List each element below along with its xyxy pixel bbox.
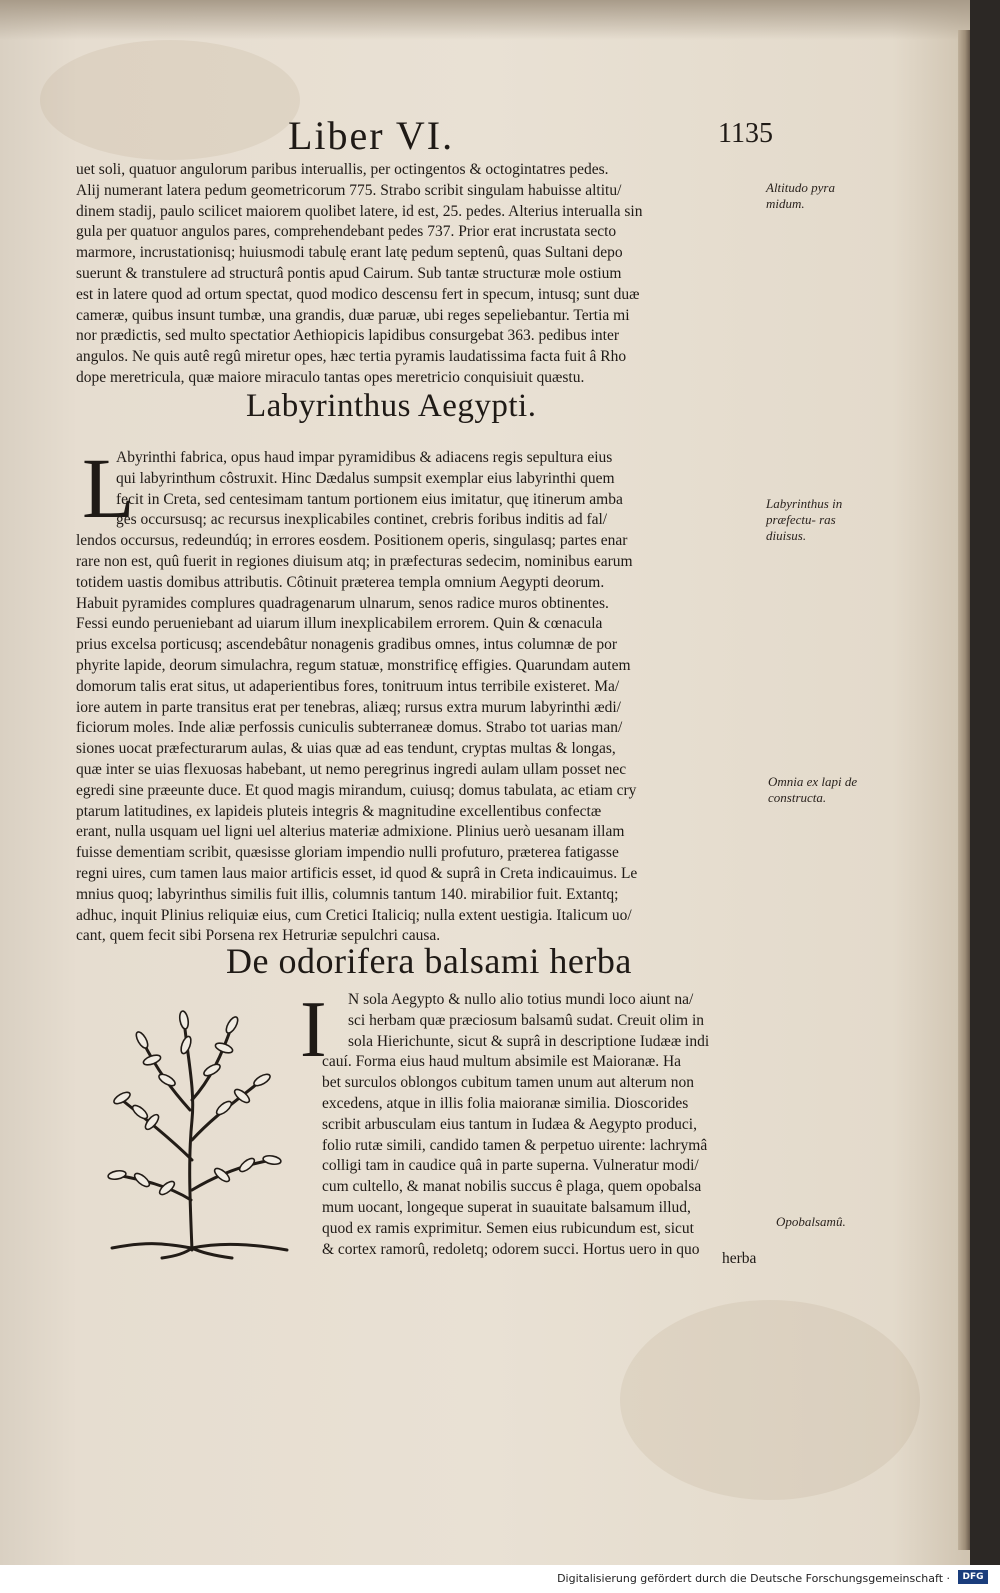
funding-credit: Digitalisierung gefördert durch die Deutsche Forschungsgemeinschaft ·	[557, 1572, 950, 1585]
text-line: sci herbam quæ præciosum balsamû sudat. Creuit olim in	[348, 1011, 705, 1029]
text-line: ptarum latitudines, ex lapideis pluteis integris & magnitudine excellentibus confectæ	[76, 802, 602, 820]
page-edge	[958, 30, 970, 1550]
balsam-plant-woodcut	[92, 1000, 292, 1260]
text-line: gula per quatuor angulos pares, comprehendebant pedes 737. Prior erat incrustata secto	[76, 223, 617, 241]
page-stain	[620, 1300, 920, 1500]
text-line: phyrite lapide, deorum simulachra, regum statuæ, monstrificę effigies. Quarundam autem	[76, 656, 631, 674]
text-line: bet surculos oblongos cubitum tamen unum aut alterum non	[322, 1074, 694, 1092]
text-line: prius excelsa porticusq; ascendebâtur nonagenis gradibus omnes, intus columnæ de por	[76, 636, 618, 654]
text-line: qui labyrinthum côstruxit. Hinc Dædalus sumpsit exemplar eius labyrinthi quem	[116, 469, 615, 487]
text-line: fuisse dementiam scribit, quæsisse gloriam impendio nulli profuturo, præterea fatigasse	[76, 844, 619, 862]
heading-labyrinthus: Labyrinthus Aegypti.	[246, 388, 537, 424]
text-line: est in latere quod ad ortum spectat, quod modico descensu fert in specum, intusq; sunt duæ	[76, 285, 640, 303]
text-line: sola Hierichunte, sicut & suprâ in descriptione Iudææ indi	[348, 1032, 710, 1050]
text-line: nor prædictis, sed multo spectatior Aethiopicis lapidibus consurgebat 363. pedibus inter	[76, 327, 619, 345]
margin-note-opobalsamum: Opobalsamû.	[776, 1214, 846, 1229]
text-line: colligi tam in caudice quâ in parte superna. Vulneratur modi/	[322, 1157, 699, 1175]
section-balsamum-text	[322, 990, 768, 1260]
text-line: mum uocant, longeque superat in suauitate balsamum illud,	[322, 1198, 691, 1216]
text-line: erant, nulla usquam uel ligni uel alterius materiæ admixione. Plinius uerò uesanam illam	[76, 823, 625, 841]
text-line: dope meretricula, quæ maiore miraculo tantas opes meretricio conquisiuit quæstu.	[76, 368, 585, 386]
text-line: & cortex ramorû, redoletq; odorem succi. Hortus uero in quo	[322, 1240, 700, 1258]
text-line: uet soli, quatuor angulorum paribus interuallis, per octingentos & octogintatres pedes.	[76, 161, 609, 178]
text-line: Alij numerant latera pedum geometricorum 775. Strabo scribit singulam habuisse altitu/	[76, 181, 622, 199]
text-line: scribit arbusculam eius tantum in Iudæa & Aegypto produci,	[322, 1115, 697, 1133]
dfg-logo: DFG	[958, 1570, 988, 1584]
margin-note-labyrinthus: Labyrinthus in præfectu- ras diuisus.	[766, 496, 843, 543]
text-line: excedens, atque in illis folia maioranæ similia. Dioscorides	[322, 1094, 689, 1112]
text-line: angulos. Ne quis autê regû miretur opes, hæc tertia pyramis laudatissima facta fuit â Rho	[76, 348, 627, 366]
text-line: ficiorum moles. Inde aliæ perfossis cuniculis subterraneæ domus. Strabo tot uarias man/	[76, 719, 623, 737]
text-line: domorum talis erat situs, ut adaperientibus fores, tonitruum intus terribile existeret. Ma/	[76, 677, 620, 695]
text-line: Habuit pyramides complures quadragenarum ulnarum, senos radice muros obtinentes.	[76, 594, 609, 612]
text-line: N sola Aegypto & nullo alio totius mundi loco aiunt na/	[348, 991, 694, 1008]
text-line: quæ inter se uias flexuosas habebant, ut nemo peregrinus ingredi aulam ullam posset nec	[76, 760, 627, 778]
text-line: rare non est, quû fuerit in regiones diuisum atq; in præfecturas sedecim, nominibus earum	[76, 552, 633, 570]
running-title: Liber VI.	[288, 113, 455, 158]
margin-note-omnia: Omnia ex lapi de constructa.	[768, 774, 858, 805]
text-line: fecit in Creta, sed centesimam tantum portionem eius imitatur, quę itinerum amba	[116, 490, 623, 508]
margin-note-altitudo: Altitudo pyra midum.	[766, 180, 835, 211]
text-line: cum cultello, & manat nobilis succus ê plaga, quem opobalsa	[322, 1178, 702, 1196]
text-line: mnius quoq; labyrinthus similis fuit illis, columnis tantum 140. mirabilior fuit. Extantq;	[76, 885, 619, 903]
text-line: cant, quem fecit sibi Porsena rex Hetruriæ sepulchri causa.	[76, 927, 441, 945]
text-line: siones uocat præfecturarum aulas, & uias quæ ad eas tendunt, cryptas multas & longas,	[76, 740, 616, 758]
dropcap-i: I	[300, 986, 327, 1074]
page-stain	[40, 40, 300, 160]
dropcap-l: L	[82, 440, 135, 536]
text-line: cauí. Forma eius haud multum absimile est Maioranæ. Ha	[322, 1053, 682, 1071]
page-number: 1135	[718, 118, 773, 149]
text-line: cameræ, quibus insunt tumbæ, una grandis, duæ paruæ, ubi reges sepeliebantur. Tertia mi	[76, 306, 630, 324]
heading-balsamum: De odorifera balsami herba	[226, 941, 632, 981]
text-line: iore autem in parte transitus erat per tenebras, aliæq; rursus extra murum labyrinthi ædi/	[76, 698, 621, 716]
text-line: quod ex ramis exprimitur. Semen eius rubicundum est, sicut	[322, 1219, 694, 1237]
page-top-shadow	[0, 0, 970, 40]
text-line: folio rutæ simili, candido tamen & perpetuo uirente: lachrymâ	[322, 1136, 708, 1154]
catchword: herba	[722, 1250, 757, 1267]
text-line: totidem uastis domibus attributis. Côtinuit præterea templa omnium Aegypti deorum.	[76, 573, 605, 591]
text-line: dinem stadij, paulo scilicet maiorem quolibet latere, id est, 25. pedes. Alterius interualla sin	[76, 202, 643, 220]
text-line: suerunt & transtulere ad structurâ pontis apud Cairum. Sub tantæ structuræ mole ostium	[76, 264, 622, 282]
section-pyramids-text	[76, 160, 764, 389]
text-line: adhuc, inquit Plinius reliquiæ eius, cum Cretici Italiciq; nulla extent uestigia. Italicum uo/	[76, 906, 632, 924]
text-line: lendos occursus, redeundúq; in errores eosdem. Positionem operis, singulasq; partes enar	[76, 532, 628, 550]
text-line: egredi sine præeunte duce. Et quod magis mirandum, cuiusq; domus tabulata, ac etiam cry	[76, 781, 637, 799]
text-line: marmore, incrustationisq; huiusmodi tabulę erant latę pedum septenû, quas Sultani depo	[76, 244, 623, 262]
text-line: ges occursusq; ac recursus inexplicabiles continet, crebris foribus inditis ad fal/	[116, 511, 608, 529]
text-line: Abyrinthi fabrica, opus haud impar pyramidibus & adiacens regis sepultura eius	[116, 449, 613, 466]
text-line: Fessi eundo perueniebant ad uiarum illum inexplicabilem errorem. Quin & cœnacula	[76, 615, 603, 633]
section-labyrinthus-text	[76, 448, 764, 947]
text-line: regni uires, cum tamen laus maior artificis esset, id quod & suprâ in Creta indicauimus. Le	[76, 864, 638, 882]
